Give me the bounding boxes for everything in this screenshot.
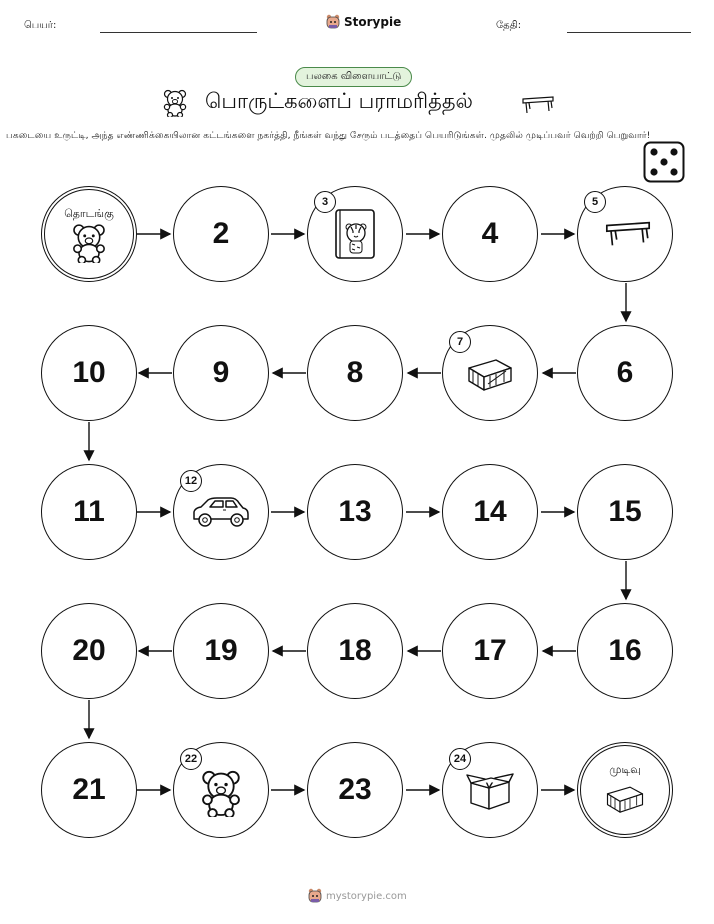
start-label: தொடங்கு xyxy=(64,207,114,220)
cell-badge: 22 xyxy=(180,748,202,770)
board-cell xyxy=(307,464,403,560)
board-cell xyxy=(173,186,269,282)
board-cell xyxy=(577,325,673,421)
board-cell xyxy=(173,603,269,699)
brand-name: Storypie xyxy=(344,15,402,29)
board-cell xyxy=(442,464,538,560)
open-box-icon xyxy=(465,769,515,811)
name-label: பெயர்: xyxy=(24,20,57,31)
cell-badge: 24 xyxy=(449,748,471,770)
teddy-bear-icon xyxy=(69,223,109,263)
cell-number: 4 xyxy=(481,217,499,250)
cell-number: 11 xyxy=(73,495,105,528)
board-cell xyxy=(307,603,403,699)
cell-number: 8 xyxy=(346,356,364,389)
cell-number: 19 xyxy=(204,634,238,667)
toy-car-icon xyxy=(191,495,251,529)
start-cell xyxy=(41,186,137,282)
board-cell xyxy=(41,464,137,560)
board-cell xyxy=(577,464,673,560)
date-label: தேதி: xyxy=(496,20,522,31)
board-cell xyxy=(41,742,137,838)
teddy-bear-icon xyxy=(199,769,243,817)
cell-number: 10 xyxy=(72,356,106,389)
cell-number: 16 xyxy=(608,634,642,667)
cell-badge: 7 xyxy=(449,331,471,353)
cell-number: 2 xyxy=(212,217,230,250)
finish-cell xyxy=(577,742,673,838)
cell-number: 23 xyxy=(338,773,372,806)
board-cell xyxy=(307,742,403,838)
finish-label: முடிவு xyxy=(609,763,641,776)
instructions-text: பகடையை உருட்டி, அந்த எண்ணிக்கையிலான கட்டங்களை நகர்த்தி, நீங்கள் வந்து சேரும் படத்தைப் பெயரிடுங்கள். முதலில் முடிப்பவர் வெற்றி பெறுவார்! xyxy=(6,130,651,141)
wooden-crate-icon xyxy=(605,782,645,814)
tiger-book-icon xyxy=(330,207,380,261)
cell-badge: 3 xyxy=(314,191,336,213)
board-cell xyxy=(442,603,538,699)
wooden-crate-icon xyxy=(466,354,514,392)
cell-badge: 5 xyxy=(584,191,606,213)
cell-number: 14 xyxy=(473,495,507,528)
page-title: பொருட்களைப் பராமரித்தல் xyxy=(205,89,473,113)
board-cell xyxy=(577,603,673,699)
cell-number: 18 xyxy=(338,634,372,667)
cell-number: 15 xyxy=(608,495,642,528)
board-cell xyxy=(307,325,403,421)
cell-number: 13 xyxy=(338,495,372,528)
cell-number: 20 xyxy=(72,634,106,667)
cell-number: 17 xyxy=(473,634,507,667)
storypie-mascot-icon xyxy=(308,888,322,904)
category-tag: பலகை விளையாட்டு xyxy=(295,67,412,87)
board-cell xyxy=(442,186,538,282)
cell-number: 9 xyxy=(212,356,230,389)
cell-number: 21 xyxy=(72,773,106,806)
board-cell xyxy=(173,325,269,421)
cell-badge: 12 xyxy=(180,470,202,492)
footer-url[interactable]: mystorypie.com xyxy=(326,890,407,902)
board-cell xyxy=(41,603,137,699)
cell-number: 6 xyxy=(616,356,634,389)
board-cell xyxy=(41,325,137,421)
shelf-icon xyxy=(604,219,652,249)
footer xyxy=(308,888,407,904)
